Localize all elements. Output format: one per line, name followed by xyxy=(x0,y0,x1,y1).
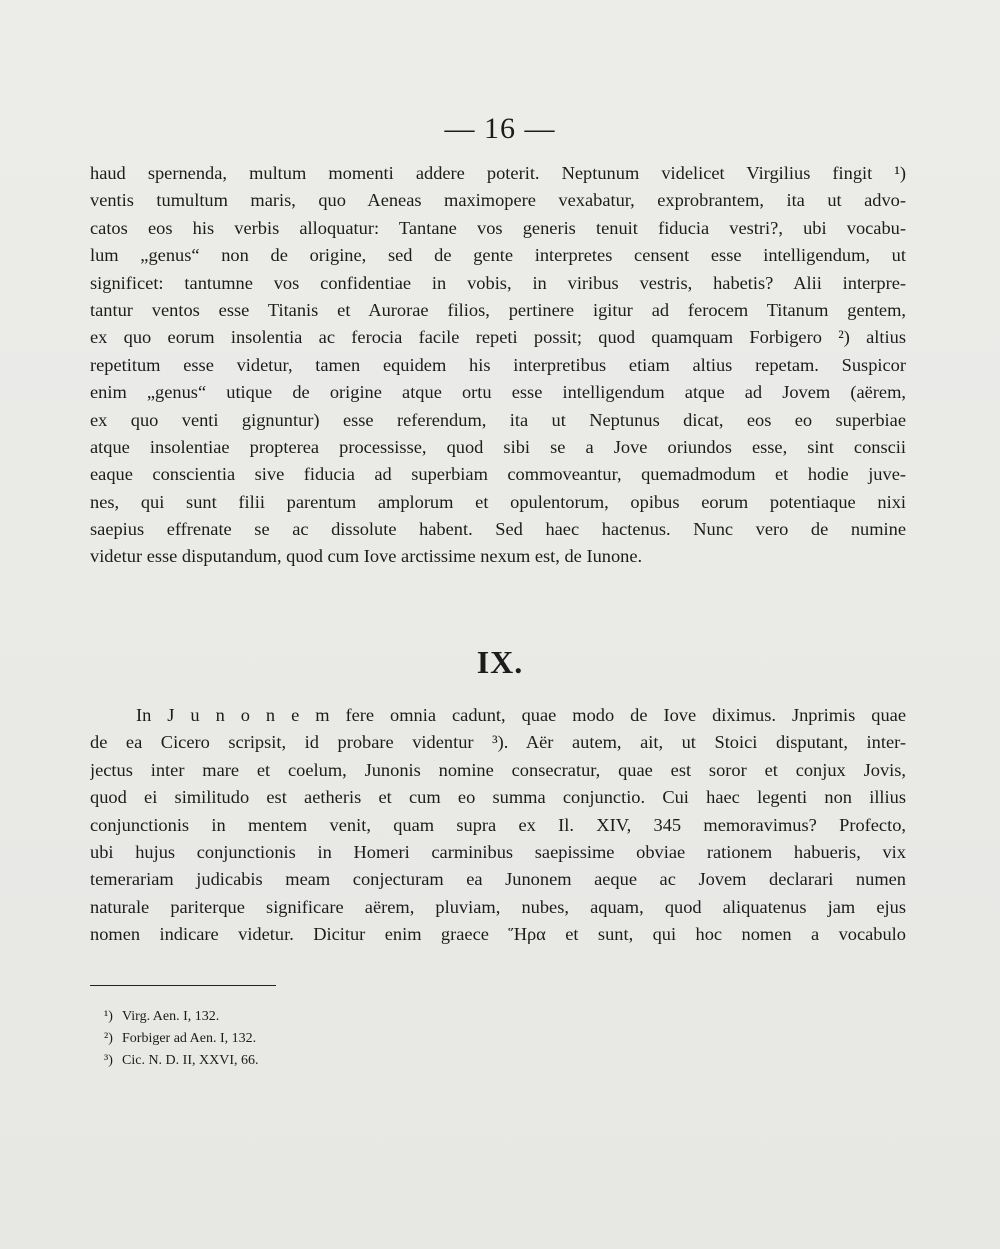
footnotes xyxy=(104,1006,504,1072)
footnote-mark: ²) xyxy=(104,1031,113,1046)
text-line: enim „genus“ utique de origine atque ortu esse intelligendum atque ad Jovem (aërem, xyxy=(90,382,906,403)
text-line: haud spernenda, multum momenti addere poterit. Neptunum videlicet Virgilius fingit ¹) xyxy=(90,163,906,183)
text-line: de ea Cicero scripsit, id probare videntur ³). Aër autem, ait, ut Stoici disputant, inter- xyxy=(90,732,906,753)
footnote xyxy=(104,1050,504,1072)
text-line: eaque conscientia sive fiducia ad superbiam commoveantur, quemadmodum et hodie juve- xyxy=(90,464,906,485)
text-line: ex quo eorum insolentia ac ferocia facile repeti possit; quod quamquam Forbigero ²) altius xyxy=(90,327,906,348)
text-line: quod ei similitudo est aetheris et cum eo summa conjunctio. Cui haec legenti non illius xyxy=(90,787,906,808)
text-line: atque insolentiae propterea processisse, quod sibi se a Jove oriundos esse, sint conscii xyxy=(90,436,906,457)
text-line: naturale pariterque significare aërem, pluviam, nubes, aquam, quod aliquatenus jam ejus xyxy=(90,896,906,917)
text-line: jectus inter mare et coelum, Junonis nomine consecratur, quae est soror et conjux Jovis, xyxy=(90,759,906,780)
text-line: ubi hujus conjunctionis in Homeri carminibus saepissime obviae rationem habueris, vix xyxy=(90,841,906,862)
paragraph-2 xyxy=(90,702,906,949)
page-number: — 16 — xyxy=(444,112,556,145)
text-line: ex quo venti gignuntur) esse referendum, ita ut Neptunus dicat, eos eo superbiae xyxy=(90,409,906,430)
text-line: repetitum esse videtur, tamen equidem his interpretibus etiam altius repetam. Suspicor xyxy=(90,354,906,375)
text-line: saepius effrenate se ac dissolute habent. Sed haec hactenus. Nunc vero de numine xyxy=(90,519,906,540)
paragraph-1 xyxy=(90,160,906,571)
footnote xyxy=(104,1006,504,1028)
text-line: temerariam judicabis meam conjecturam ea Junonem aeque ac Jovem declarari numen xyxy=(90,869,906,890)
footnote-text: Cic. N. D. II, XXVI, 66. xyxy=(122,1053,259,1068)
text-line: nomen indicare videtur. Dicitur enim graece Ἥρα et sunt, qui hoc nomen a vocabulo xyxy=(90,924,906,945)
footnote xyxy=(104,1028,504,1050)
footnote-mark: ¹) xyxy=(104,1009,113,1024)
text-line: nes, qui sunt filii parentum amplorum et opulentorum, opibus eorum potentiaque nixi xyxy=(90,491,906,512)
text-line: In J u n o n e m fere omnia cadunt, quae modo de Iove diximus. Jnprimis quae xyxy=(136,705,906,725)
footnote-divider xyxy=(90,985,276,986)
text-line: significet: tantumne vos confidentiae in vobis, in viribus vestris, habetis? Alii interpre- xyxy=(90,272,906,293)
footnote-mark: ³) xyxy=(104,1053,113,1068)
footnote-text: Forbiger ad Aen. I, 132. xyxy=(122,1031,257,1046)
text-line: videtur esse disputandum, quod cum Iove arctissime nexum est, de Iunone. xyxy=(90,546,643,567)
text-line: lum „genus“ non de origine, sed de gente interpretes censent esse intelligendum, ut xyxy=(90,245,906,266)
text-line: ventis tumultum maris, quo Aeneas maximopere vexabatur, exprobrantem, ita ut advo- xyxy=(90,190,906,211)
text-line: conjunctionis in mentem venit, quam supra ex Il. XIV, 345 memoravimus? Profecto, xyxy=(90,814,906,835)
section-heading: IX. xyxy=(476,644,524,680)
footnote-text: Virg. Aen. I, 132. xyxy=(122,1009,220,1024)
text-line: tantur ventos esse Titanis et Aurorae filios, pertinere igitur ad ferocem Titanum gentem, xyxy=(90,299,906,320)
text-line: catos eos his verbis alloquatur: Tantane vos generis tenuit fiducia vestri?, ubi vocabu- xyxy=(90,217,906,238)
